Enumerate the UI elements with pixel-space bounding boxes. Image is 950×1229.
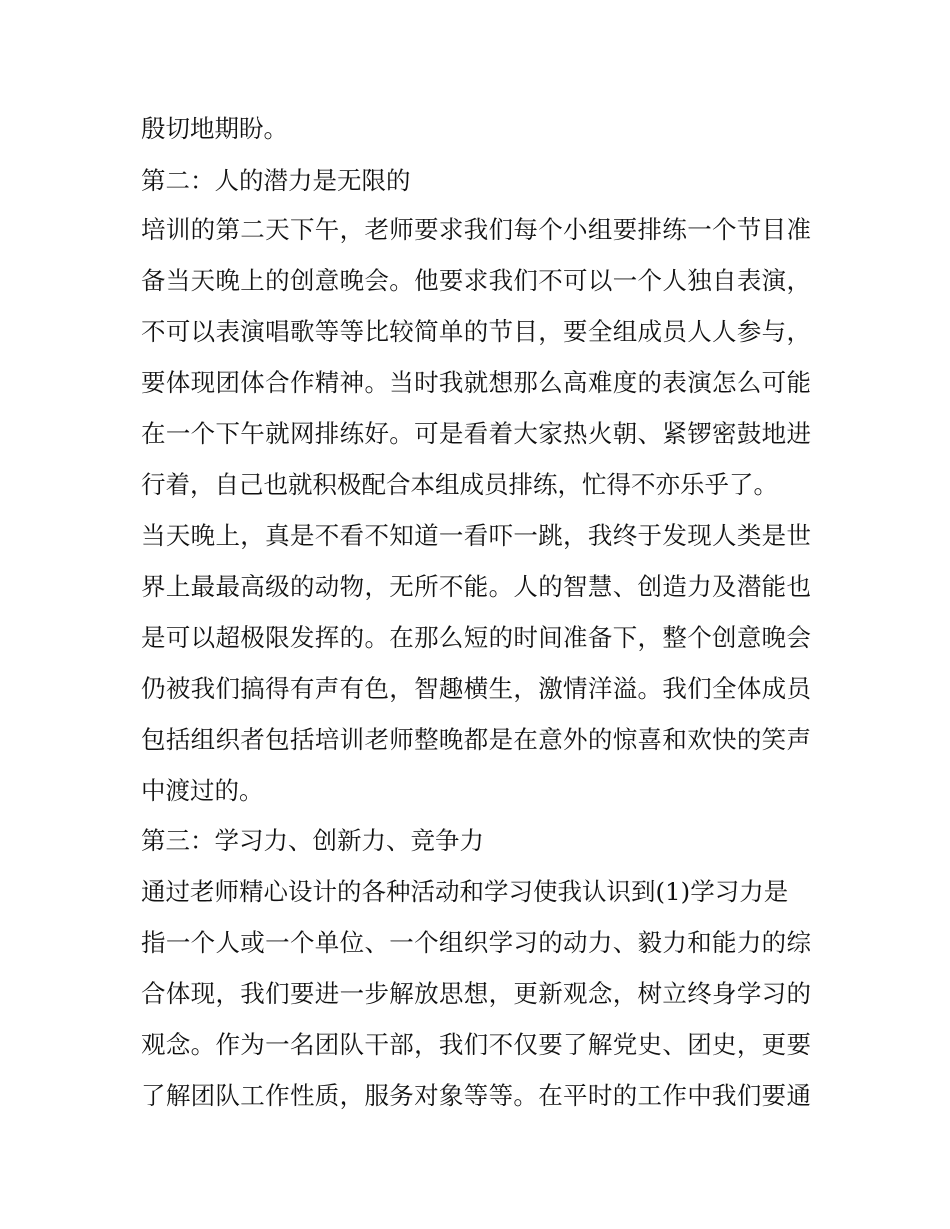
text-line: 殷切地期盼。 — [141, 114, 288, 143]
section-heading: 第二：人的潜力是无限的 — [141, 166, 411, 195]
text-line: 中渡过的。 — [141, 776, 264, 805]
text-line: 当天晚上，真是不看不知道一看吓一跳，我终于发现人类是世 — [141, 521, 811, 550]
text-line: 界上最最高级的动物，无所不能。人的智慧、创造力及潜能也 — [141, 572, 811, 601]
text-line: 是可以超极限发挥的。在那么短的时间准备下，整个创意晚会 — [141, 623, 811, 652]
text-line: 仍被我们搞得有声有色，智趣横生，激情洋溢。我们全体成员 — [141, 674, 811, 703]
text-line: 培训的第二天下午，老师要求我们每个小组要排练一个节目准 — [141, 215, 811, 244]
text-line: 行着，自己也就积极配合本组成员排练，忙得不亦乐乎了。 — [141, 470, 778, 499]
text-line: 合体现，我们要进一步解放思想，更新观念，树立终身学习的 — [141, 979, 811, 1008]
text-line: 通过老师精心设计的各种活动和学习使我认识到(1)学习力是 — [141, 877, 789, 906]
text-line: 备当天晚上的创意晚会。他要求我们不可以一个人独自表演， — [141, 266, 811, 295]
text-line: 包括组织者包括培训老师整晚都是在意外的惊喜和欢快的笑声 — [141, 725, 811, 754]
text-line: 在一个下午就网排练好。可是看着大家热火朝、紧锣密鼓地进 — [141, 419, 811, 448]
text-line: 要体现团体合作精神。当时我就想那么高难度的表演怎么可能 — [141, 368, 811, 397]
text-line: 不可以表演唱歌等等比较简单的节目，要全组成员人人参与， — [141, 317, 811, 346]
text-line: 观念。作为一名团队干部，我们不仅要了解党史、团史，更要 — [141, 1030, 811, 1059]
text-line: 指一个人或一个单位、一个组织学习的动力、毅力和能力的综 — [141, 928, 811, 957]
text-line: 了解团队工作性质，服务对象等等。在平时的工作中我们要通 — [141, 1081, 811, 1110]
section-heading: 第三：学习力、创新力、竞争力 — [141, 826, 484, 855]
